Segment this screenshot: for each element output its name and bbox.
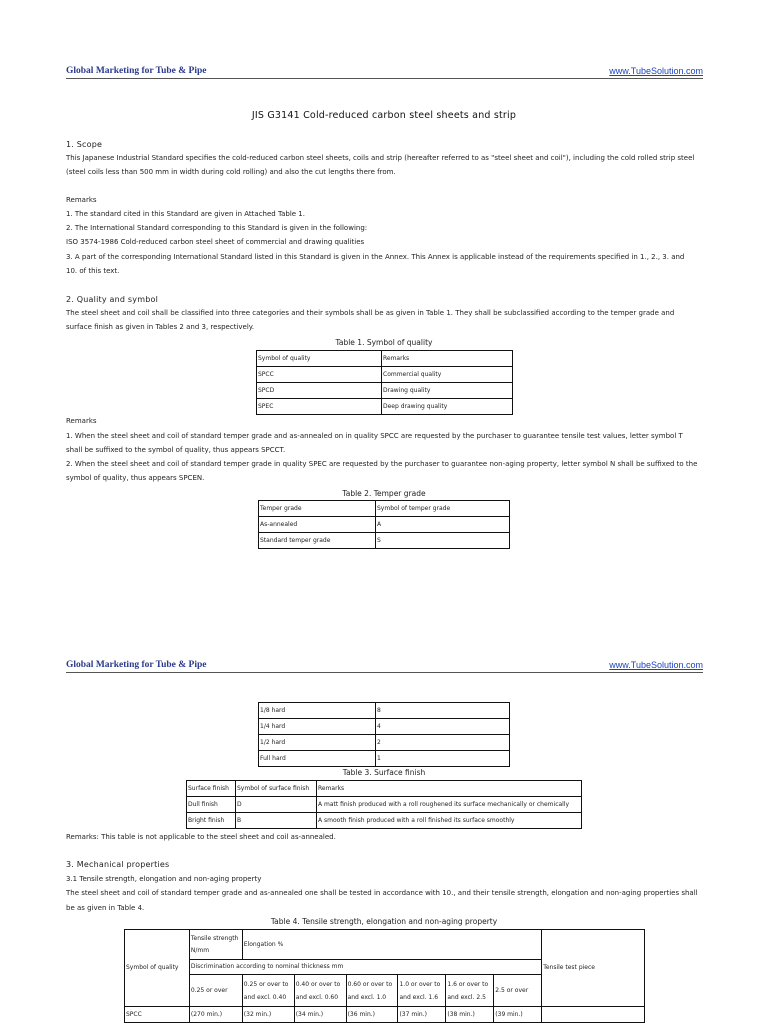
table-cell-thickness [346,975,398,1007]
table-row [259,735,510,751]
thickness-line: and excl. 0.60 [295,993,339,1001]
table-cell: (37 min.) [398,1007,446,1023]
table-cell: SPEC [257,399,382,415]
table-row [259,517,510,533]
table-cell: (270 min.) [189,1007,242,1023]
section-mechanical-heading: 3. Mechanical properties [66,860,170,869]
table-cell: (39 min.) [494,1007,542,1023]
thickness-line: 0.25 or over to [243,980,289,988]
remarks2-heading: Remarks [66,417,97,425]
table-row [125,1007,645,1023]
table-row [257,399,513,415]
table-row [259,533,510,549]
table-row [257,383,513,399]
table-cell: Surface finish [187,781,236,797]
thickness-line: 0.25 or over [190,986,228,994]
thickness-line: and excl. 1.0 [347,993,387,1001]
table-cell-symbol-header: Symbol of quality [125,930,190,1007]
table-cell: (36 min.) [346,1007,398,1023]
remarks-line: 3. A part of the corresponding International Standard listed in this Standard is given in the Annex. This Annex is applicable instead of the requirements specified in 1., 2., 3. and [66,253,685,261]
table-cell: B [236,813,317,829]
table-cell: Deep drawing quality [382,399,513,415]
table-cell-thickness [242,975,294,1007]
table-cell: (34 min.) [294,1007,346,1023]
table-cell [542,1007,645,1023]
table-cell: 4 [376,719,510,735]
table-cell: 1 [376,751,510,767]
thickness-line: and excl. 1.6 [399,993,439,1001]
remarks-line: ISO 3574-1986 Cold-reduced carbon steel sheet of commercial and drawing qualities [66,238,365,246]
table-cell: Remarks [317,781,582,797]
table-cell: Remarks [382,351,513,367]
table-cell: (32 min.) [242,1007,294,1023]
table-row [187,813,582,829]
table1-caption: Table 1. Symbol of quality [335,338,433,347]
tensile-header-line-1: Tensile strength [190,934,239,942]
header-brand: Global Marketing for Tube & Pipe [66,660,207,670]
table-cell: Full hard [259,751,376,767]
table-cell: S [376,533,510,549]
table-cell: Commercial quality [382,367,513,383]
table-cell: 2 [376,735,510,751]
table-cell: Symbol of temper grade [376,501,510,517]
table-cell: Bright finish [187,813,236,829]
table-row [187,797,582,813]
table-cell: 1/8 hard [259,703,376,719]
quality-line-1: The steel sheet and coil shall be classified into three categories and their symbols shall be as given in Table 1. They shall be subclassified according to the temper grade and [66,309,675,317]
table-cell: D [236,797,317,813]
remarks2-line: shall be suffixed to the symbol of quality, thus appears SPCCT. [66,446,286,454]
header-site-link[interactable]: www.TubeSolution.com [609,66,703,76]
document-title: JIS G3141 Cold-reduced carbon steel sheets and strip [251,110,517,121]
table-cell: SPCC [125,1007,190,1023]
table-cell: As-annealed [259,517,376,533]
table-cell: Standard temper grade [259,533,376,549]
table-cell: A matt finish produced with a roll roughened its surface mechanically or chemically [317,797,582,813]
thickness-line: and excl. 2.5 [447,993,486,1001]
table-cell-thickness [494,975,542,1007]
table-row [259,501,510,517]
header-brand: Global Marketing for Tube & Pipe [66,66,207,76]
mechanical-line-1: The steel sheet and coil of standard temper grade and as-annealed one shall be tested in accordance with 10., and their tensile strength, elongation and non-aging properties shall [66,889,698,897]
mechanical-subheading: 3.1 Tensile strength, elongation and non-aging property [66,875,262,883]
table2-caption: Table 2. Temper grade [342,489,426,498]
table3-remark: Remarks: This table is not applicable to the steel sheet and coil as-annealed. [66,833,336,841]
remarks2-line: 2. When the steel sheet and coil of standard temper grade in quality SPEC are requested by the purchaser to guarantee non-aging property, letter symbol N shall be suffixed to the [66,460,698,468]
table-cell: Dull finish [187,797,236,813]
remarks2-line: symbol of quality, thus appears SPCEN. [66,474,205,482]
thickness-line: 0.60 or over to [347,980,393,988]
table-cell: Symbol of surface finish [236,781,317,797]
mechanical-line-2: be as given in Table 4. [66,904,145,912]
table-cell-thickness [189,975,242,1007]
table-cell: A smooth finish produced with a roll finished its surface smoothly [317,813,582,829]
remarks2-line: 1. When the steel sheet and coil of standard temper grade and as-annealed on in quality SPCC are requested by the purchaser to guarantee tensile test values, letter symbol T [66,432,683,440]
table-cell-test-piece-header: Tensile test piece [542,930,645,1007]
table-symbol-of-quality [256,350,513,415]
table-row [259,751,510,767]
table-row [257,351,513,367]
thickness-line: 1.0 or over to [399,980,441,988]
table-surface-finish [186,780,582,829]
table-cell-thickness [398,975,446,1007]
table-cell-elongation-header: Elongation % [242,930,541,960]
remarks-line: 10. of this text. [66,267,120,275]
thickness-line: and excl. 0.40 [243,993,287,1001]
table-cell: SPCC [257,367,382,383]
table-row [259,703,510,719]
table-cell: 8 [376,703,510,719]
tensile-header-line-2: N/mm [190,946,210,954]
remarks-line: 2. The International Standard corresponding to this Standard is given in the following: [66,224,368,232]
scope-line-2: (steel coils less than 500 mm in width during cold rolling) and also the cut lengths there from. [66,168,396,176]
header-rule [66,78,703,79]
table3-caption: Table 3. Surface finish [342,768,426,777]
table-cell: Symbol of quality [257,351,382,367]
table-cell-thickness [446,975,494,1007]
table-cell-tensile-header [189,930,242,960]
section-quality-heading: 2. Quality and symbol [66,295,158,304]
table-cell: 1/2 hard [259,735,376,751]
table-cell: 1/4 hard [259,719,376,735]
remarks-heading: Remarks [66,196,97,204]
table-cell: Temper grade [259,501,376,517]
thickness-line: 0.40 or over to [295,980,341,988]
table-row [125,930,645,960]
table-cell: (38 min.) [446,1007,494,1023]
quality-line-2: surface finish as given in Tables 2 and 3, respectively. [66,323,255,331]
remarks-line: 1. The standard cited in this Standard are given in Attached Table 1. [66,210,305,218]
table-cell: Drawing quality [382,383,513,399]
table-cell-discrimination: Discrimination according to nominal thickness mm [189,960,541,975]
table-row [187,781,582,797]
table-temper-grade-continued [258,702,510,767]
table-row [259,719,510,735]
section-scope-heading: 1. Scope [66,140,103,149]
header-rule [66,672,703,673]
header-site-link[interactable]: www.TubeSolution.com [609,660,703,670]
table4-caption: Table 4. Tensile strength, elongation and non-aging property [270,917,498,926]
table-cell: SPCD [257,383,382,399]
table-cell-thickness [294,975,346,1007]
table-cell: A [376,517,510,533]
table-row [257,367,513,383]
table-temper-grade [258,500,510,549]
scope-line-1: This Japanese Industrial Standard specifies the cold-reduced carbon steel sheets, coils and strip (hereafter referred to as "steel sheet and coil"), including the cold rolled strip steel [66,154,695,162]
thickness-line: 2.5 or over [495,986,529,994]
table-tensile-strength [124,929,645,1023]
thickness-line: 1.6 or over to [447,980,489,988]
